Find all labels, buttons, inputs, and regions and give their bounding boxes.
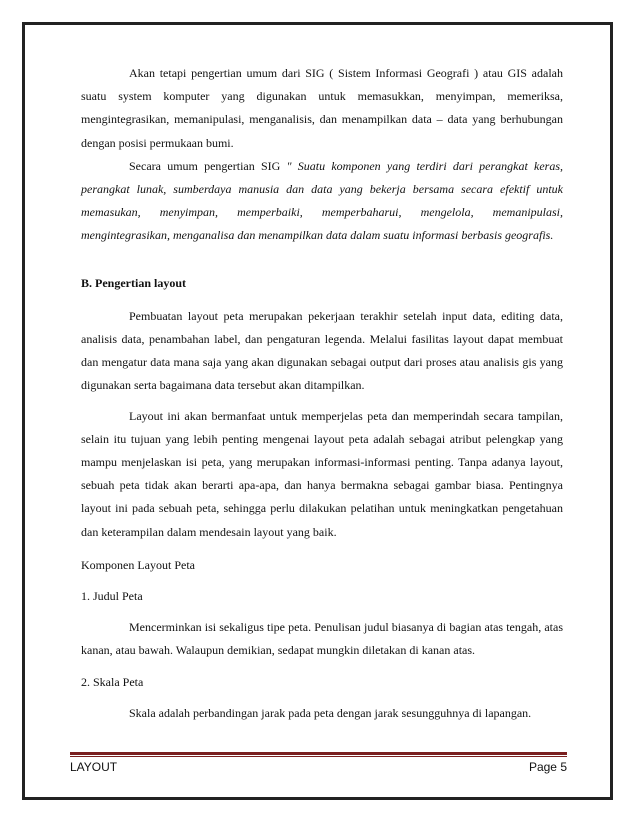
document-body [81,62,563,725]
section-b-paragraph-1: Pembuatan layout peta merupakan pekerjaan terakhir setelah input data, editing data, analisis data, penambahan label, dan pengaturan legenda. Melalui fasilitas layout dapat membuat dan mengatur data mana saja yang akan digunakan sebagai output dari proses atau analisis gis yang digunakan serta bagaimana data tersebut akan ditampilkan. [81,308,563,393]
components-title: Komponen Layout Peta [81,557,195,572]
component-1-text: Mencerminkan isi sekaligus tipe peta. Penulisan judul biasanya di bagian atas tengah, atas kanan, atau bawah. Walaupun demikian, sedapat mungkin diletakan di kanan atas. [81,620,563,658]
intro-paragraph-2-lead: Secara umum pengertian SIG [129,158,287,173]
intro-paragraph-2-definition: " Suatu komponen yang terdiri dari perangkat keras, perangkat lunak, sumberdaya manusia dan data yang bekerja bersama secara efektif untuk memasukan, menyimpan, memperbaiki, memperbaharui, mengelola, memanipulasi, mengintegrasikan, menganalisa dan menampilkan data dalam suatu informasi berbasis geografis. [81,158,563,243]
section-b-heading: B. Pengertian layout [81,275,186,290]
component-2-text: Skala adalah perbandingan jarak pada peta dengan jarak sesungguhnya di lapangan. [129,705,532,720]
footer-title: LAYOUT [70,760,118,774]
footer-rule-thin [70,756,567,757]
intro-paragraph-2 [81,155,563,248]
section-b-paragraph-2: Layout ini akan bermanfaat untuk memperjelas peta dan memperindah secara tampilan, selain itu tujuan yang lebih penting mengenai layout peta adalah sebagai atribut pelengkap yang mampu menjelaskan isi peta, yang merupakan informasi-informasi penting. Tanpa adanya layout, sebuah peta tidak akan berarti apa-apa, dan hanya bermakna sebagai gambar biasa. Pentingnya layout ini pada sebuah peta, sehingga perlu dilakukan pelatihan untuk meningkatkan pengetahuan dan keterampilan dalam mendesain layout yang baik. [81,408,563,539]
page-footer [70,760,567,774]
intro-paragraph-1: Akan tetapi pengertian umum dari SIG ( Sistem Informasi Geografi ) atau GIS adalah suatu system komputer yang digunakan untuk memasukkan, menyimpan, memeriksa, mengintegrasikan, memanipulasi, menganalisis, dan menampilkan data – data yang berhubungan dengan posisi permukaan bumi. [81,66,563,150]
footer-rule [70,752,567,755]
page-number: Page 5 [528,760,567,774]
component-2-title: 2. Skala Peta [81,674,144,689]
component-1-title: 1. Judul Peta [81,589,143,604]
